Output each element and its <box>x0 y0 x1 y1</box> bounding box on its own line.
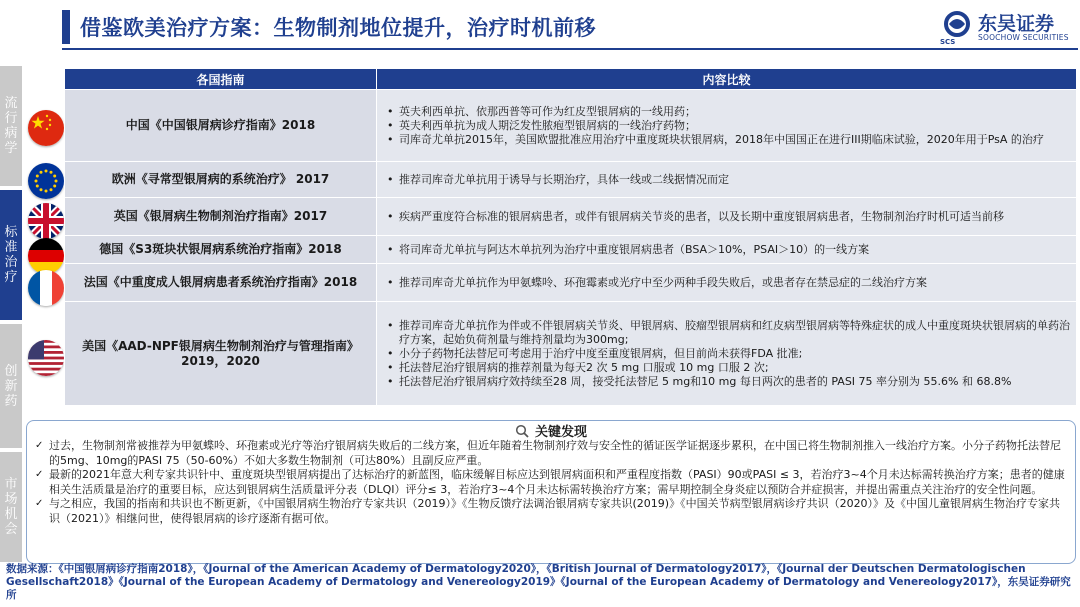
column-header-guidelines: 各国指南 <box>65 69 377 90</box>
page-title: 借鉴欧美治疗方案：生物制剂地位提升，治疗时机前移 <box>80 16 596 40</box>
title-accent-bar <box>62 10 70 44</box>
content-cell <box>377 198 1077 236</box>
sidebar-item-standard-treatment[interactable] <box>0 190 22 320</box>
key-findings-title: 关键发现 <box>534 425 587 440</box>
finding-item: ✓ 最新的2021年意大利专家共识针中、重度斑块型银屑病提出了达标治疗的新蓝图，临床缓解目标应达到银屑病面积和严重程度指数（PASI）90或PASI ≤ 3，若治疗3~4个月未达标需转换治疗方案；患者的健康相关生活质量是治疗的重要目标，应达到银屑病生活质量评分表（DLQI）评分≤ 3，若治疗3~4个月未达标需转换治疗方案；需早期控制全身炎症以预防合并症损害，并提出需重点关注治疗的安全性问题。 <box>35 468 1067 497</box>
data-source-note: 数据来源：《中国银屑病诊疗指南2018》，《Journal of the American Academy of Dermatology2020》，《British Journal of Dermatology2017》，《Journal der Deutschen Dermatologischen Gesellschaft2018》《Journal of the European Academy of Dermatology and Venereology2019》《Journal of the European Academy of Dermatology and Venereology2017》，东吴证券研究所 <box>6 563 1071 601</box>
content-cell <box>377 90 1077 162</box>
content-point: • 推荐司库奇尤单抗用于诱导与长期治疗，具体一线或二线据情况而定 <box>385 173 1070 187</box>
content-point: • 英夫利西单抗为成人期泛发性脓疱型银屑病的一线治疗药物； <box>385 119 1070 133</box>
guide-name: 中国《中国银屑病诊疗指南》2018 <box>65 90 377 162</box>
content-point: • 推荐司库奇尤单抗作为甲氨蝶呤、环孢霉素或光疗中至少两种手段失败后，或患者存在禁忌症的二线治疗方案 <box>385 276 1070 290</box>
eu-flag-icon <box>28 163 64 199</box>
content-cell <box>377 302 1077 406</box>
content-point: • 托法替尼治疗银屑病疗效持续至28 周，接受托法替尼 5 mg和10 mg 每日两次的患者的 PASI 75 率分别为 55.6% 和 68.8% <box>385 375 1070 389</box>
company-logo <box>940 8 1075 46</box>
finding-item: ✓ 过去，生物制剂常被推荐为甲氨蝶呤、环孢素或光疗等治疗银屑病失败后的二线方案，但近年随着生物制剂疗效与安全性的循证医学证据逐步累积，在中国已将生物制剂推入一线治疗方案。小分子药物托法替尼的5mg、10mg的PASI 75（50-60%）不如大多数生物制剂（可达80%）且副反应严重。 <box>35 439 1067 468</box>
logo-text-cn: 东吴证券 <box>978 13 1055 35</box>
sidebar-item-label: 创新药 <box>4 363 18 409</box>
content-point: • 疾病严重度符合标准的银屑病患者，或伴有银屑病关节炎的患者，以及长期中重度银屑病患者，生物制剂治疗时机可适当前移 <box>385 210 1070 224</box>
content-point: • 托法替尼治疗银屑病的推荐剂量为每天2 次 5 mg 口服或 10 mg 口服 2 次; <box>385 361 1070 375</box>
content-cell <box>377 236 1077 264</box>
france-flag-icon <box>28 270 64 306</box>
guide-name: 法国《中重度成人银屑病患者系统治疗指南》2018 <box>65 264 377 302</box>
table-row <box>65 198 1077 236</box>
content-point: • 将司库奇尤单抗与阿达木单抗列为治疗中重度银屑病患者（BSA＞10%，PSAI＞10）的一线方案 <box>385 243 1070 257</box>
china-flag-icon <box>28 110 64 146</box>
guide-name: 欧洲《寻常型银屑病的系统治疗》 2017 <box>65 162 377 198</box>
sidebar-item-label: 流行病学 <box>4 96 18 156</box>
sidebar-item-epidemiology[interactable] <box>0 66 22 186</box>
germany-flag-icon <box>28 238 64 274</box>
content-point: • 司库奇尤单抗2015年，美国欧盟批准应用治疗中重度斑块状银屑病，2018年中国国正在进行III期临床试验，2020年用于PsA 的治疗 <box>385 133 1070 147</box>
table-row <box>65 264 1077 302</box>
guide-name: 英国《银屑病生物制剂治疗指南》2017 <box>65 198 377 236</box>
content-cell <box>377 264 1077 302</box>
column-header-content: 内容比较 <box>377 69 1077 90</box>
usa-flag-icon <box>28 340 64 376</box>
uk-flag-icon <box>28 203 64 239</box>
table-row <box>65 162 1077 198</box>
guide-name: 美国《AAD-NPF银屑病生物制剂治疗与管理指南》2019，2020 <box>65 302 377 406</box>
sidebar-item-label: 标准治疗 <box>4 225 18 285</box>
content-point: • 英夫利西单抗、依那西普等可作为红皮型银屑病的一线用药； <box>385 105 1070 119</box>
content-point: • 小分子药物托法替尼可考虑用于治疗中度至重度银屑病，但目前尚未获得FDA 批准; <box>385 347 1070 361</box>
finding-item: ✓ 与之相应，我国的指南和共识也不断更新，《中国银屑病生物治疗专家共识（2019）》《生物反馈疗法调治银屑病专家共识(2019)》《中国关节病型银屑病诊疗共识（2020）》及《中国儿童银屑病生物治疗专家共识（2021）》相继问世，使得银屑病的诊疗逐渐有据可依。 <box>35 497 1067 526</box>
sidebar-item-label: 市场机会 <box>4 477 18 537</box>
content-point: • 推荐司库奇尤单抗作为伴或不伴银屑病关节炎、甲银屑病、胶瘤型银屑病和红皮病型银屑病等特殊症状的成人中重度斑块状银屑病的单药治疗方案，起始负荷剂量与维持剂量均为300mg; <box>385 319 1070 347</box>
sidebar-item-innovative-drugs[interactable] <box>0 324 22 448</box>
guide-name: 德国《S3斑块状银屑病系统治疗指南》2018 <box>65 236 377 264</box>
key-findings-header <box>27 421 1075 440</box>
header-divider <box>62 48 1078 50</box>
sidebar-item-market-opportunity[interactable] <box>0 452 22 562</box>
content-cell <box>377 162 1077 198</box>
key-findings-box <box>26 420 1076 564</box>
table-row <box>65 236 1077 264</box>
table-row <box>65 90 1077 162</box>
magnifier-icon <box>515 424 529 438</box>
logo-abbr: SCS <box>940 38 956 46</box>
table-row <box>65 302 1077 406</box>
guideline-comparison-table <box>64 68 1077 406</box>
logo-text-en: SOOCHOW SECURITIES <box>978 33 1069 42</box>
